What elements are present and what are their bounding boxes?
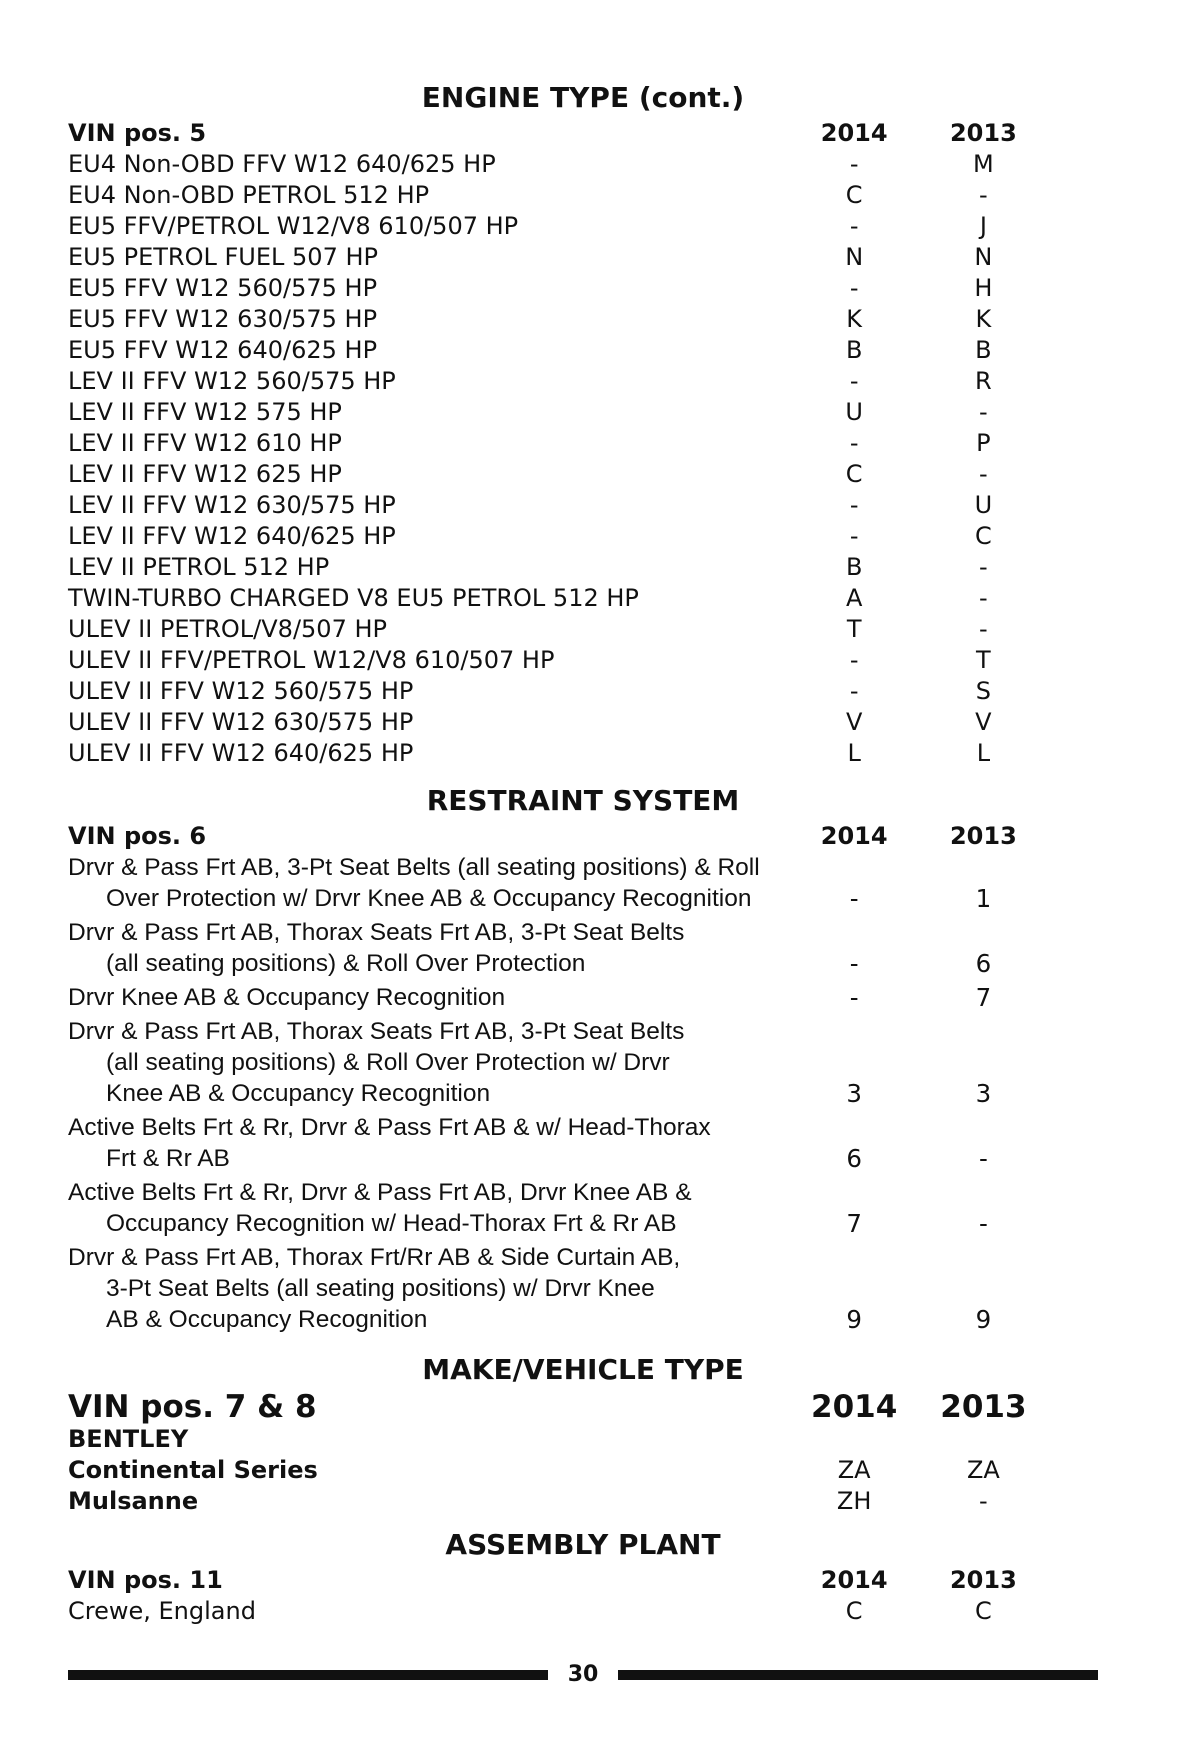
- row-value-2013: L: [976, 739, 991, 767]
- row-label: ULEV II FFV W12 560/575 HP: [68, 677, 414, 705]
- header-label: VIN pos. 11: [68, 1566, 223, 1594]
- engine-header-row: [68, 118, 1048, 149]
- table-row: [68, 1016, 1048, 1109]
- table-row: [68, 1486, 1048, 1517]
- row-label: Crewe, England: [68, 1597, 256, 1625]
- table-row: [68, 459, 1048, 490]
- row-value-2013: -: [978, 1209, 988, 1238]
- row-value-2013: 7: [975, 983, 992, 1012]
- row-value-2014: ZH: [836, 1487, 872, 1515]
- row-label-line: Occupancy Recognition w/ Head-Thorax Frt & Rr AB: [106, 1210, 677, 1237]
- row-value-2014: C: [845, 460, 863, 488]
- row-label: ULEV II PETROL/V8/507 HP: [68, 615, 387, 643]
- row-label-line: Drvr Knee AB & Occupancy Recognition: [68, 984, 506, 1011]
- table-row: [68, 738, 1048, 769]
- row-value-2013: -: [979, 1487, 988, 1515]
- row-value-2013: 6: [975, 949, 992, 978]
- row-value-2014: -: [849, 646, 859, 674]
- row-value-2014: 7: [846, 1209, 862, 1238]
- row-label: [68, 917, 790, 979]
- header-year-2014: 2014: [820, 119, 888, 147]
- row-value-2014: -: [849, 949, 859, 978]
- make-header-row: [68, 1390, 1048, 1424]
- row-value-2014: -: [849, 274, 859, 302]
- row-label: EU4 Non-OBD FFV W12 640/625 HP: [68, 150, 496, 178]
- row-label-line: Drvr & Pass Frt AB, Thorax Seats Frt AB, 3-Pt Seat Belts: [68, 1018, 685, 1045]
- row-value-2013: -: [979, 584, 988, 612]
- row-value-2014: N: [845, 243, 864, 271]
- row-value-2014: -: [849, 491, 859, 519]
- table-row: [68, 552, 1048, 583]
- table-row: [68, 917, 1048, 979]
- header-label: VIN pos. 6: [68, 822, 207, 850]
- row-value-2013: 9: [975, 1305, 992, 1334]
- row-value-2013: -: [979, 460, 988, 488]
- row-value-2014: -: [849, 677, 859, 705]
- table-row: [68, 304, 1048, 335]
- row-label: ULEV II FFV W12 640/625 HP: [68, 739, 414, 767]
- table-row: [68, 676, 1048, 707]
- row-label: LEV II FFV W12 640/625 HP: [68, 522, 396, 550]
- table-row: [68, 273, 1048, 304]
- page-footer: [68, 1660, 1098, 1690]
- row-value-2013: H: [974, 274, 993, 302]
- row-value-2013: 1: [975, 884, 992, 913]
- row-label: LEV II FFV W12 610 HP: [68, 429, 342, 457]
- row-value-2014: -: [849, 884, 859, 913]
- row-value-2013: N: [974, 243, 993, 271]
- row-label-line: Drvr & Pass Frt AB, Thorax Frt/Rr AB & Side Curtain AB,: [68, 1244, 681, 1271]
- row-value-2013: -: [979, 615, 988, 643]
- table-row: [68, 583, 1048, 614]
- table-row: [68, 211, 1048, 242]
- table-row: [68, 1242, 1048, 1335]
- row-value-2013: 3: [975, 1079, 992, 1108]
- assembly-plant-table: [68, 1596, 1048, 1627]
- row-label: LEV II FFV W12 630/575 HP: [68, 491, 396, 519]
- row-value-2014: U: [845, 398, 863, 426]
- header-label: VIN pos. 7 & 8: [68, 1389, 317, 1425]
- row-value-2013: -: [979, 181, 988, 209]
- row-label: EU5 PETROL FUEL 507 HP: [68, 243, 378, 271]
- row-value-2013: V: [975, 708, 992, 736]
- row-value-2014: C: [845, 181, 863, 209]
- row-value-2014: L: [847, 739, 861, 767]
- row-label: LEV II FFV W12 625 HP: [68, 460, 342, 488]
- row-value-2014: 9: [846, 1305, 862, 1334]
- row-label: LEV II FFV W12 575 HP: [68, 398, 342, 426]
- table-row: [68, 180, 1048, 211]
- table-row: [68, 645, 1048, 676]
- row-value-2013: J: [979, 212, 987, 240]
- row-value-2014: -: [849, 983, 859, 1012]
- row-label: [68, 1242, 790, 1335]
- row-value-2013: -: [979, 398, 988, 426]
- row-value-2014: -: [849, 150, 859, 178]
- row-label: [68, 852, 790, 914]
- row-label: TWIN-TURBO CHARGED V8 EU5 PETROL 512 HP: [68, 584, 639, 612]
- row-label-line: 3-Pt Seat Belts (all seating positions) w/ Drvr Knee: [106, 1275, 655, 1302]
- row-label: LEV II PETROL 512 HP: [68, 553, 330, 581]
- row-label-line: AB & Occupancy Recognition: [106, 1306, 428, 1333]
- row-value-2014: 3: [846, 1079, 862, 1108]
- row-value-2014: T: [846, 615, 862, 643]
- row-value-2014: A: [845, 584, 863, 612]
- engine-type-table: [68, 149, 1048, 769]
- table-row: [68, 335, 1048, 366]
- header-year-2014: 2014: [811, 1389, 898, 1425]
- brand-row: [68, 1424, 1048, 1455]
- row-label-line: Drvr & Pass Frt AB, 3-Pt Seat Belts (all seating positions) & Roll: [68, 854, 760, 881]
- restraint-system-table: [68, 852, 1048, 1335]
- row-value-2014: B: [845, 553, 863, 581]
- row-value-2013: C: [975, 1597, 992, 1625]
- table-row: [68, 1112, 1048, 1174]
- row-label: EU5 FFV W12 640/625 HP: [68, 336, 378, 364]
- row-value-2013: S: [975, 677, 991, 705]
- row-label: EU5 FFV W12 630/575 HP: [68, 305, 378, 333]
- row-label-line: (all seating positions) & Roll Over Protection: [106, 950, 586, 977]
- row-label: [68, 1177, 790, 1239]
- plant-header-row: [68, 1565, 1048, 1596]
- table-row: [68, 1455, 1048, 1486]
- row-value-2013: K: [975, 305, 992, 333]
- row-value-2014: V: [845, 708, 863, 736]
- row-value-2014: B: [845, 336, 863, 364]
- row-label: Mulsanne: [68, 1487, 199, 1515]
- section-title-engine-type: ENGINE TYPE (cont.): [421, 81, 745, 114]
- row-value-2014: K: [846, 305, 863, 333]
- table-row: [68, 1177, 1048, 1239]
- make-vehicle-type-table: [68, 1455, 1048, 1517]
- table-row: [68, 1596, 1048, 1627]
- footer-rule-left: [68, 1670, 548, 1680]
- row-label: EU4 Non-OBD PETROL 512 HP: [68, 181, 430, 209]
- page-number: 30: [567, 1662, 599, 1687]
- row-value-2013: ZA: [966, 1456, 1000, 1484]
- row-label: LEV II FFV W12 560/575 HP: [68, 367, 396, 395]
- row-value-2014: -: [849, 367, 859, 395]
- row-label: [68, 1112, 790, 1174]
- section-title-assembly-plant: ASSEMBLY PLANT: [445, 1528, 721, 1561]
- table-row: [68, 366, 1048, 397]
- row-value-2014: ZA: [837, 1456, 871, 1484]
- row-value-2013: M: [973, 150, 994, 178]
- footer-rule-right: [618, 1670, 1098, 1680]
- row-value-2013: U: [974, 491, 993, 519]
- row-label-line: Drvr & Pass Frt AB, Thorax Seats Frt AB, 3-Pt Seat Belts: [68, 919, 685, 946]
- row-label: [68, 1016, 790, 1109]
- row-label: ULEV II FFV W12 630/575 HP: [68, 708, 414, 736]
- row-label: EU5 FFV/PETROL W12/V8 610/507 HP: [68, 212, 519, 240]
- table-row: [68, 707, 1048, 738]
- row-value-2014: -: [849, 429, 859, 457]
- row-label: [68, 982, 790, 1013]
- table-row: [68, 521, 1048, 552]
- table-row: [68, 149, 1048, 180]
- table-row: [68, 242, 1048, 273]
- row-value-2014: 6: [846, 1144, 862, 1173]
- table-row: [68, 397, 1048, 428]
- header-label: VIN pos. 5: [68, 119, 207, 147]
- row-value-2013: B: [975, 336, 992, 364]
- header-year-2013: 2013: [940, 1389, 1027, 1425]
- row-value-2013: -: [979, 553, 988, 581]
- section-title-make-vehicle-type: MAKE/VEHICLE TYPE: [422, 1353, 744, 1386]
- row-label: ULEV II FFV/PETROL W12/V8 610/507 HP: [68, 646, 555, 674]
- header-year-2014: 2014: [820, 822, 888, 850]
- row-value-2013: R: [975, 367, 992, 395]
- row-label-line: (all seating positions) & Roll Over Protection w/ Drvr: [106, 1049, 670, 1076]
- row-value-2013: P: [976, 429, 991, 457]
- row-value-2014: -: [849, 522, 859, 550]
- row-label-line: Active Belts Frt & Rr, Drvr & Pass Frt AB & w/ Head-Thorax: [68, 1114, 711, 1141]
- row-label-line: Frt & Rr AB: [106, 1145, 230, 1172]
- header-year-2013: 2013: [949, 822, 1017, 850]
- table-row: [68, 614, 1048, 645]
- header-year-2014: 2014: [820, 1566, 888, 1594]
- row-value-2013: -: [978, 1144, 988, 1173]
- row-label: Continental Series: [68, 1456, 318, 1484]
- document-page: [68, 78, 1048, 1627]
- header-year-2013: 2013: [949, 119, 1017, 147]
- row-value-2014: -: [849, 212, 859, 240]
- restraint-header-row: [68, 821, 1048, 852]
- row-label-line: Knee AB & Occupancy Recognition: [106, 1080, 491, 1107]
- table-row: [68, 852, 1048, 914]
- row-value-2013: C: [975, 522, 992, 550]
- table-row: [68, 982, 1048, 1013]
- header-year-2013: 2013: [949, 1566, 1017, 1594]
- row-label: EU5 FFV W12 560/575 HP: [68, 274, 378, 302]
- row-value-2013: T: [976, 646, 991, 674]
- table-row: [68, 428, 1048, 459]
- section-title-restraint-system: RESTRAINT SYSTEM: [426, 784, 740, 817]
- brand-label: BENTLEY: [68, 1425, 189, 1453]
- row-label-line: Active Belts Frt & Rr, Drvr & Pass Frt AB, Drvr Knee AB &: [68, 1179, 692, 1206]
- row-label-line: Over Protection w/ Drvr Knee AB & Occupancy Recognition: [106, 885, 752, 912]
- table-row: [68, 490, 1048, 521]
- row-value-2014: C: [845, 1597, 863, 1625]
